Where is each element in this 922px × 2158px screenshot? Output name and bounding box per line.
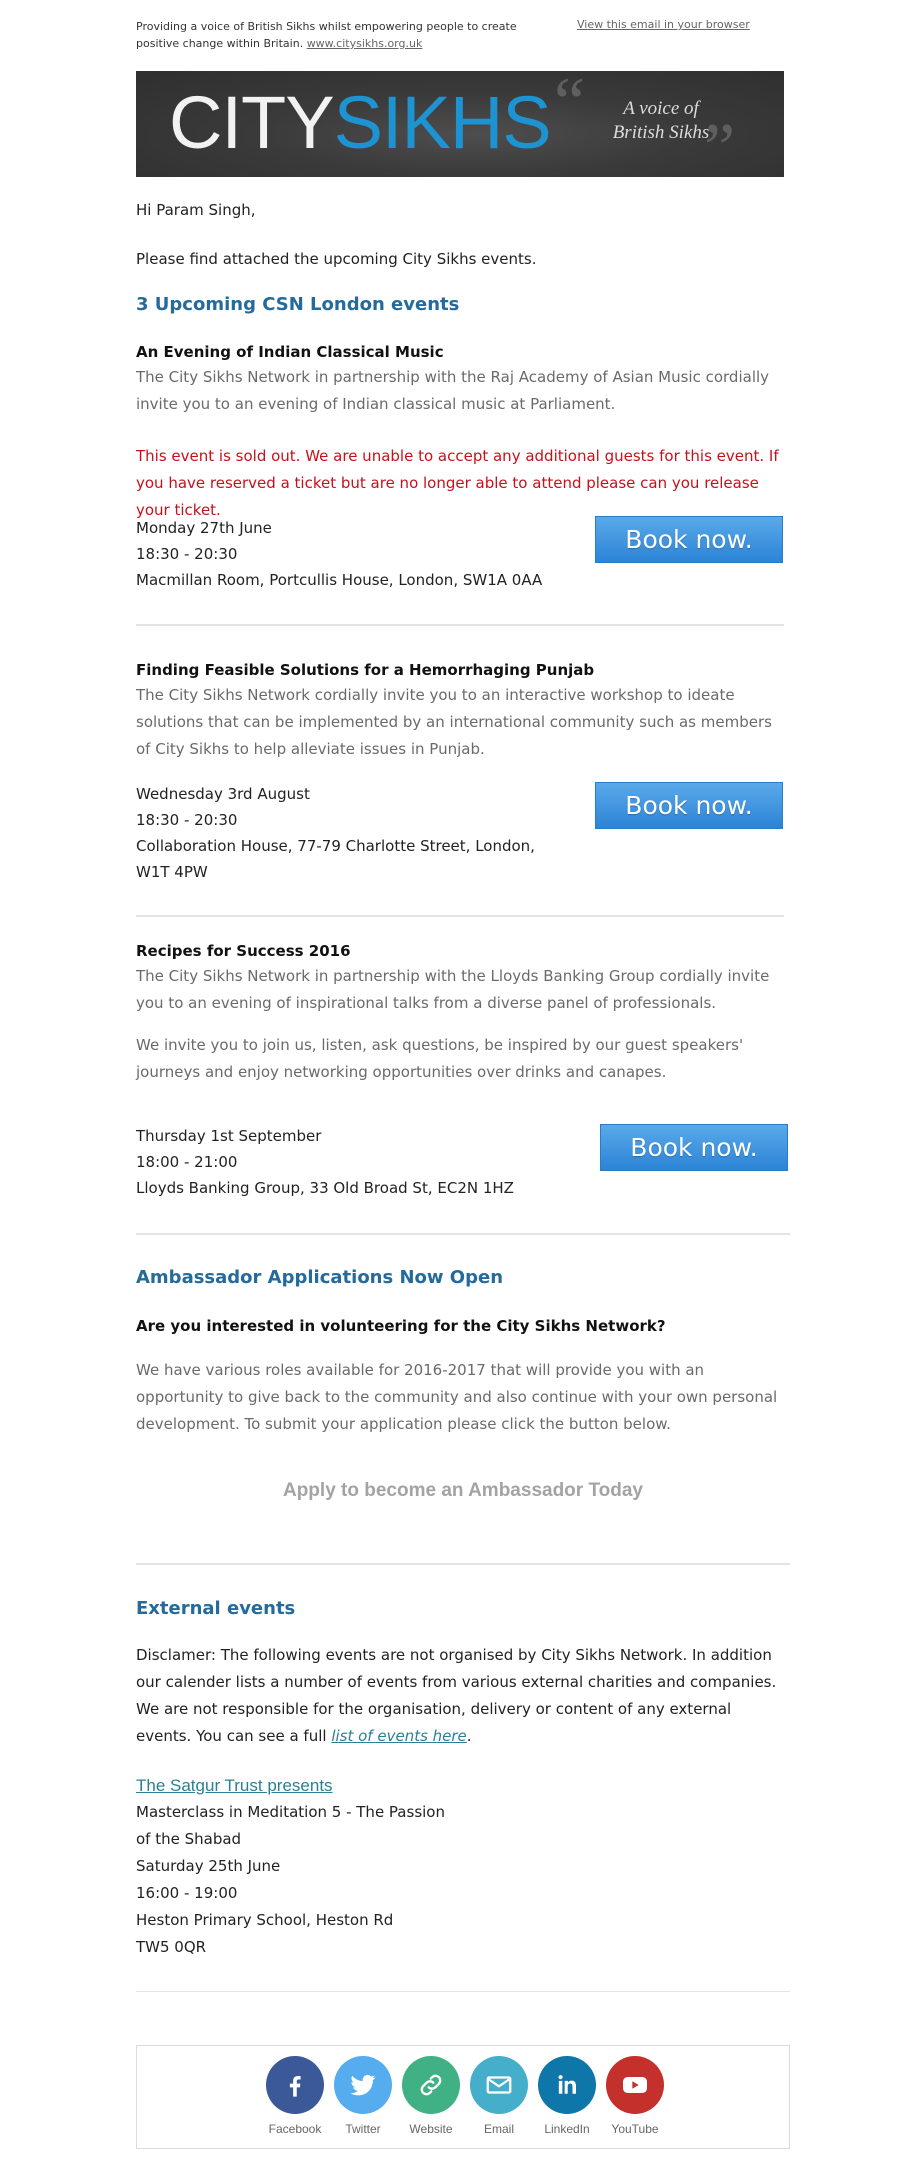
book-now-button[interactable]: Book now. <box>595 782 783 829</box>
event-time: 18:30 - 20:30 <box>136 545 238 563</box>
external-event-date: Saturday 25th June <box>136 1857 281 1875</box>
divider <box>136 1991 790 1992</box>
open-quote-icon: “ <box>554 71 586 141</box>
preheader <box>136 18 546 52</box>
social-label: Facebook <box>268 2122 322 2136</box>
event-description: The City Sikhs Network in partnership with the Raj Academy of Asian Music cordially invite you to an evening of Indian classical music at Parliament. <box>136 368 770 413</box>
event-venue: Collaboration House, 77-79 Charlotte Street, London, <box>136 837 535 855</box>
link-icon <box>402 2056 460 2114</box>
events-list-link[interactable]: list of events here <box>331 1727 467 1745</box>
preheader-text: Providing a voice of British Sikhs whilst empowering people to create positive change within Britain. <box>136 20 517 50</box>
close-quote-icon: ” <box>704 110 736 177</box>
divider <box>136 1563 790 1565</box>
sold-out-notice: This event is sold out. We are unable to accept any additional guests for this event. If you have reserved a ticket but are no longer able to attend please can you release your ticket. <box>136 447 779 519</box>
twitter-link[interactable] <box>333 2056 393 2136</box>
greeting: Hi Param Singh, <box>136 201 256 219</box>
event-date: Wednesday 3rd August <box>136 785 310 803</box>
event-description-extra: We invite you to join us, listen, ask questions, be inspired by our guest speakers' journeys and enjoy networking opportunities over drinks and canapes. <box>136 1036 744 1081</box>
external-event-time: 16:00 - 19:00 <box>136 1884 238 1902</box>
website-link[interactable] <box>401 2056 461 2136</box>
satgur-trust-link[interactable]: The Satgur Trust presents <box>136 1776 333 1795</box>
external-event-line: Masterclass in Meditation 5 - The Passion <box>136 1803 445 1821</box>
event-time: 18:00 - 21:00 <box>136 1153 238 1171</box>
youtube-link[interactable] <box>605 2056 665 2136</box>
tagline-line2: British Sikhs <box>612 122 710 143</box>
event-venue: Lloyds Banking Group, 33 Old Broad St, EC2N 1HZ <box>136 1179 514 1197</box>
divider <box>136 1233 790 1235</box>
preheader-link[interactable]: www.citysikhs.org.uk <box>306 37 423 50</box>
youtube-icon <box>606 2056 664 2114</box>
event-date: Thursday 1st September <box>136 1127 322 1145</box>
event-title: An Evening of Indian Classical Music <box>136 343 444 361</box>
ambassador-question: Are you interested in volunteering for the City Sikhs Network? <box>136 1317 666 1335</box>
book-now-button[interactable]: Book now. <box>600 1124 788 1171</box>
tagline-line1: A voice of <box>623 98 699 119</box>
disclaimer-end: . <box>466 1727 472 1745</box>
facebook-icon <box>266 2056 324 2114</box>
external-event-venue: Heston Primary School, Heston Rd <box>136 1911 394 1929</box>
social-label: Website <box>409 2122 453 2136</box>
events-heading: 3 Upcoming CSN London events <box>136 294 460 315</box>
logo <box>169 77 551 169</box>
logo-city-text: CITY <box>169 81 334 164</box>
social-label: LinkedIn <box>544 2122 590 2136</box>
event-description: The City Sikhs Network in partnership with the Lloyds Banking Group cordially invite you to an evening of inspirational talks from a diverse panel of professionals. <box>136 967 770 1012</box>
event-venue-postcode: W1T 4PW <box>136 863 208 881</box>
social-label: Email <box>483 2122 514 2136</box>
external-event-line: of the Shabad <box>136 1830 242 1848</box>
linkedin-link[interactable] <box>537 2056 597 2136</box>
twitter-icon <box>334 2056 392 2114</box>
intro-text: Please find attached the upcoming City Sikhs events. <box>136 250 537 268</box>
email-link[interactable] <box>469 2056 529 2136</box>
apply-ambassador-button[interactable]: Apply to become an Ambassador Today <box>282 1480 644 1501</box>
event-description: The City Sikhs Network cordially invite you to an interactive workshop to ideate solutions that can be implemented by an international community such as members of City Sikhs to help alleviate issues in Punjab. <box>136 686 772 758</box>
logo-sikhs-text: SIKHS <box>333 81 551 164</box>
ambassador-body: We have various roles available for 2016-2017 that will provide you with an opportunity to give back to the community and also continue with your own personal development. To submit your application please click the button below. <box>136 1361 778 1433</box>
email-icon <box>470 2056 528 2114</box>
disclaimer-text: Disclamer: The following events are not organised by City Sikhs Network. In addition our calender lists a number of events from various external charities and companies. We are not responsible for the organisation, delivery or content of any external events. You can see a full <box>136 1646 777 1745</box>
ambassador-heading: Ambassador Applications Now Open <box>136 1267 504 1288</box>
banner <box>136 71 784 177</box>
divider <box>136 915 784 917</box>
divider <box>136 624 784 626</box>
event-venue: Macmillan Room, Portcullis House, London, SW1A 0AA <box>136 571 543 589</box>
social-label: YouTube <box>611 2122 659 2136</box>
book-now-button[interactable]: Book now. <box>595 516 783 563</box>
facebook-link[interactable] <box>265 2056 325 2136</box>
view-in-browser-link[interactable]: View this email in your browser <box>577 18 750 31</box>
social-bar <box>136 2045 790 2149</box>
event-time: 18:30 - 20:30 <box>136 811 238 829</box>
external-disclaimer <box>136 1642 790 1750</box>
event-title: Recipes for Success 2016 <box>136 942 351 960</box>
event-title: Finding Feasible Solutions for a Hemorrhaging Punjab <box>136 661 595 679</box>
event-date: Monday 27th June <box>136 519 272 537</box>
external-heading: External events <box>136 1598 296 1619</box>
external-event-postcode: TW5 0QR <box>136 1938 207 1956</box>
linkedin-icon <box>538 2056 596 2114</box>
social-label: Twitter <box>345 2122 381 2136</box>
